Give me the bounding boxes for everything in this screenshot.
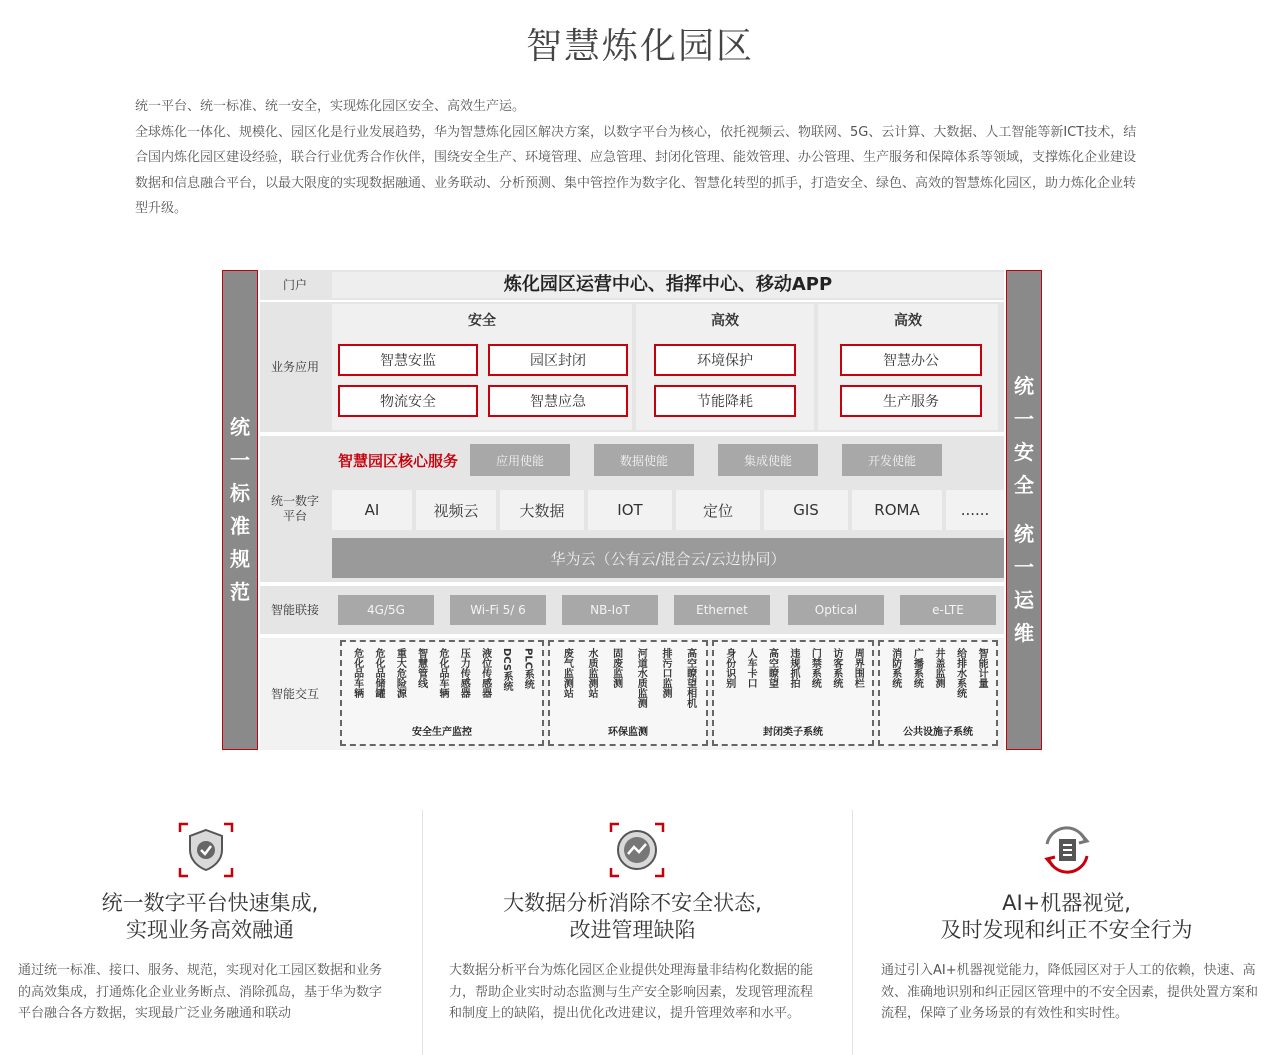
feature-text: 大数据分析平台为炼化园区企业提供处理海量非结构化数据的能力，帮助企业实时动态监测与生产安全影响因素，发现管理流程和制度上的缺陷，提出优化改进建议，提升管理效率和水平。 [449, 963, 814, 1021]
pillar-char: 维 [1014, 621, 1034, 645]
device-item: 废气监测站 [561, 648, 573, 698]
platform-row [260, 436, 1004, 582]
feature-title-line: 统一数字平台快速集成, [101, 891, 319, 915]
device-item: 河道水质监测 [635, 648, 647, 708]
device-item: 智慧管线 [415, 648, 427, 688]
interaction-row [260, 638, 1004, 750]
platform-cell[interactable]: 大数据 [500, 490, 584, 530]
pillar-char: 一 [1014, 407, 1034, 431]
right-pillar-security-ops [1006, 270, 1042, 750]
platform-cell[interactable]: AI [332, 490, 412, 530]
pillar-char: 一 [230, 448, 250, 472]
enabler-dev[interactable]: 开发使能 [842, 444, 942, 476]
interaction-group-safety [340, 640, 544, 746]
interaction-label: 智能交互 [270, 686, 319, 701]
feature-title-line: 实现业务高效融通 [126, 918, 294, 942]
device-item: 身份识别 [723, 648, 735, 688]
device-item: 水质监测站 [585, 648, 597, 698]
biz-item[interactable]: 生产服务 [840, 385, 982, 417]
feature-unified-platform [0, 810, 420, 1055]
platform-cell[interactable]: GIS [764, 490, 848, 530]
intro-line-1: 统一平台、统一标准、统一安全，实现炼化园区安全、高效生产运。 [135, 99, 526, 114]
interaction-group-closure [712, 640, 874, 746]
device-item: 周界围栏 [852, 648, 864, 688]
feature-text: 通过统一标准、接口、服务、规范，实现对化工园区数据和业务的高效集成，打通炼化企业业务断点、消除孤岛，基于华为数字平台融合各方数据，实现最广泛业务融通和联动 [18, 963, 383, 1021]
feature-ai-vision [852, 810, 1280, 1055]
pillar-char: 运 [1014, 588, 1034, 612]
data-analysis-icon [609, 822, 665, 878]
device-item: 固废监测 [610, 648, 622, 688]
feature-text: 通过引入AI+机器视觉能力，降低园区对于人工的依赖，快速、高效、准确地识别和纠正园区管理中的不安全因素，提供处置方案和流程，保障了业务场景的有效性和实时性。 [881, 963, 1259, 1021]
biz-group-head: 高效 [894, 313, 922, 329]
left-pillar-standards [222, 270, 258, 750]
device-item: 广播系统 [911, 648, 923, 688]
enabler-app[interactable]: 应用使能 [470, 444, 570, 476]
connectivity-row [260, 586, 1004, 634]
device-item: PLC系统 [522, 648, 534, 690]
conn-item[interactable]: Ethernet [674, 595, 770, 625]
feature-title-line: 改进管理缺陷 [569, 918, 696, 942]
device-item: 液位传感器 [479, 648, 491, 698]
conn-item[interactable]: Optical [788, 595, 884, 625]
enabler-data[interactable]: 数据使能 [594, 444, 694, 476]
platform-cell[interactable]: ROMA [852, 490, 942, 530]
pillar-char: 安 [1014, 440, 1034, 464]
business-row [260, 302, 1004, 432]
biz-item[interactable]: 节能降耗 [654, 385, 796, 417]
platform-cell[interactable]: 定位 [676, 490, 760, 530]
feature-big-data [422, 810, 842, 1055]
architecture-diagram [222, 270, 1042, 750]
business-label: 业务应用 [270, 359, 319, 374]
biz-item[interactable]: 物流安全 [338, 385, 478, 417]
device-item: DCS系统 [500, 648, 512, 692]
device-item: 消防系统 [889, 648, 901, 688]
platform-cell[interactable]: 视频云 [416, 490, 496, 530]
ai-vision-icon [1037, 822, 1093, 878]
device-item: 违规抓拍 [787, 648, 799, 688]
platform-label [260, 436, 330, 582]
conn-item[interactable]: Wi-Fi 5/ 6 [450, 595, 546, 625]
platform-cell[interactable]: IOT [588, 490, 672, 530]
group-label: 安全生产监控 [412, 727, 472, 738]
conn-item[interactable]: e-LTE [900, 595, 996, 625]
intro-text [135, 94, 1145, 222]
device-item: 人车卡口 [745, 648, 757, 688]
portal-label: 门户 [282, 277, 307, 292]
core-services-title: 智慧园区核心服务 [338, 452, 459, 470]
device-item: 压力传感器 [458, 648, 470, 698]
biz-group-efficiency-1 [636, 304, 814, 430]
device-item: 智能计量 [976, 648, 988, 688]
device-item: 访客系统 [830, 648, 842, 688]
pillar-char: 统 [1014, 374, 1034, 398]
pillar-char: 全 [1014, 473, 1034, 497]
device-item: 危化品车辆 [351, 648, 363, 698]
interaction-group-public [878, 640, 998, 746]
biz-group-efficiency-2 [818, 304, 998, 430]
device-item: 高空瞭望相机 [684, 648, 696, 708]
device-item: 危化品车辆 [436, 648, 448, 698]
biz-item[interactable]: 智慧安监 [338, 344, 478, 376]
portal-title: 炼化园区运营中心、指挥中心、移动APP [332, 272, 1004, 298]
biz-item[interactable]: 智慧应急 [488, 385, 628, 417]
device-item: 危化品储罐 [372, 648, 384, 698]
page-title: 智慧炼化园区 [525, 26, 754, 67]
conn-item[interactable]: NB-IoT [562, 595, 658, 625]
pillar-char: 范 [230, 580, 250, 604]
connectivity-label: 智能联接 [270, 602, 319, 617]
biz-item[interactable]: 智慧办公 [840, 344, 982, 376]
portal-row [260, 270, 1004, 300]
feature-title-line: 及时发现和纠正不安全行为 [940, 918, 1193, 942]
enabler-integration[interactable]: 集成使能 [718, 444, 818, 476]
pillar-char: 统 [230, 415, 250, 439]
pillar-char: 规 [230, 547, 250, 571]
group-label: 环保监测 [608, 727, 648, 738]
biz-item[interactable]: 园区封闭 [488, 344, 628, 376]
feature-title [423, 890, 842, 944]
intro-line-2: 全球炼化一体化、规模化、园区化是行业发展趋势，华为智慧炼化园区解决方案，以数字平台为核心，依托视频云、物联网、5G、云计算、大数据、人工智能等新ICT技术，结合国内炼化园区建设经验，联合行业优秀合作伙伴，围绕安全生产、环境管理、应急管理、封闭化管理、能效管理、办公管理、生产服务和保障体系等领域，支撑炼化企业建设数据和信息融合平台，以最大限度的实现数据融通、业务联动、分析预测、集中管控作为数字化、智慧化转型的抓手，打造安全、绿色、高效的智慧炼化园区，助力炼化企业转型升级。 [135, 124, 1137, 216]
biz-group-safety [332, 304, 632, 430]
feature-title [0, 890, 420, 944]
pillar-char: 一 [1014, 555, 1034, 579]
shield-check-icon [178, 822, 234, 878]
pillar-char: 准 [230, 514, 250, 538]
device-item: 井盖监测 [932, 648, 944, 688]
interaction-group-environment [548, 640, 708, 746]
pillar-char: 统 [1014, 522, 1034, 546]
device-item: 给排水系统 [954, 648, 966, 698]
feature-title [853, 890, 1280, 944]
conn-item[interactable]: 4G/5G [338, 595, 434, 625]
group-label: 公共设施子系统 [903, 727, 973, 738]
device-item: 门禁系统 [809, 648, 821, 688]
pillar-char: 标 [230, 481, 250, 505]
platform-label-line: 统一数字 [270, 494, 319, 508]
biz-group-head: 高效 [711, 313, 739, 329]
group-label: 封闭类子系统 [763, 727, 823, 738]
biz-item[interactable]: 环境保护 [654, 344, 796, 376]
platform-cell: ...... [946, 490, 1004, 530]
platform-label-line: 平台 [282, 509, 307, 523]
device-item: 排污口监测 [659, 648, 671, 698]
device-item: 重大危险源 [394, 648, 406, 698]
feature-title-line: AI+机器视觉, [1002, 891, 1131, 915]
feature-title-line: 大数据分析消除不安全状态, [503, 891, 762, 915]
device-item: 高空瞭望 [766, 648, 778, 688]
huawei-cloud-bar[interactable]: 华为云（公有云/混合云/云边协同） [332, 538, 1004, 578]
biz-group-head: 安全 [468, 313, 496, 329]
